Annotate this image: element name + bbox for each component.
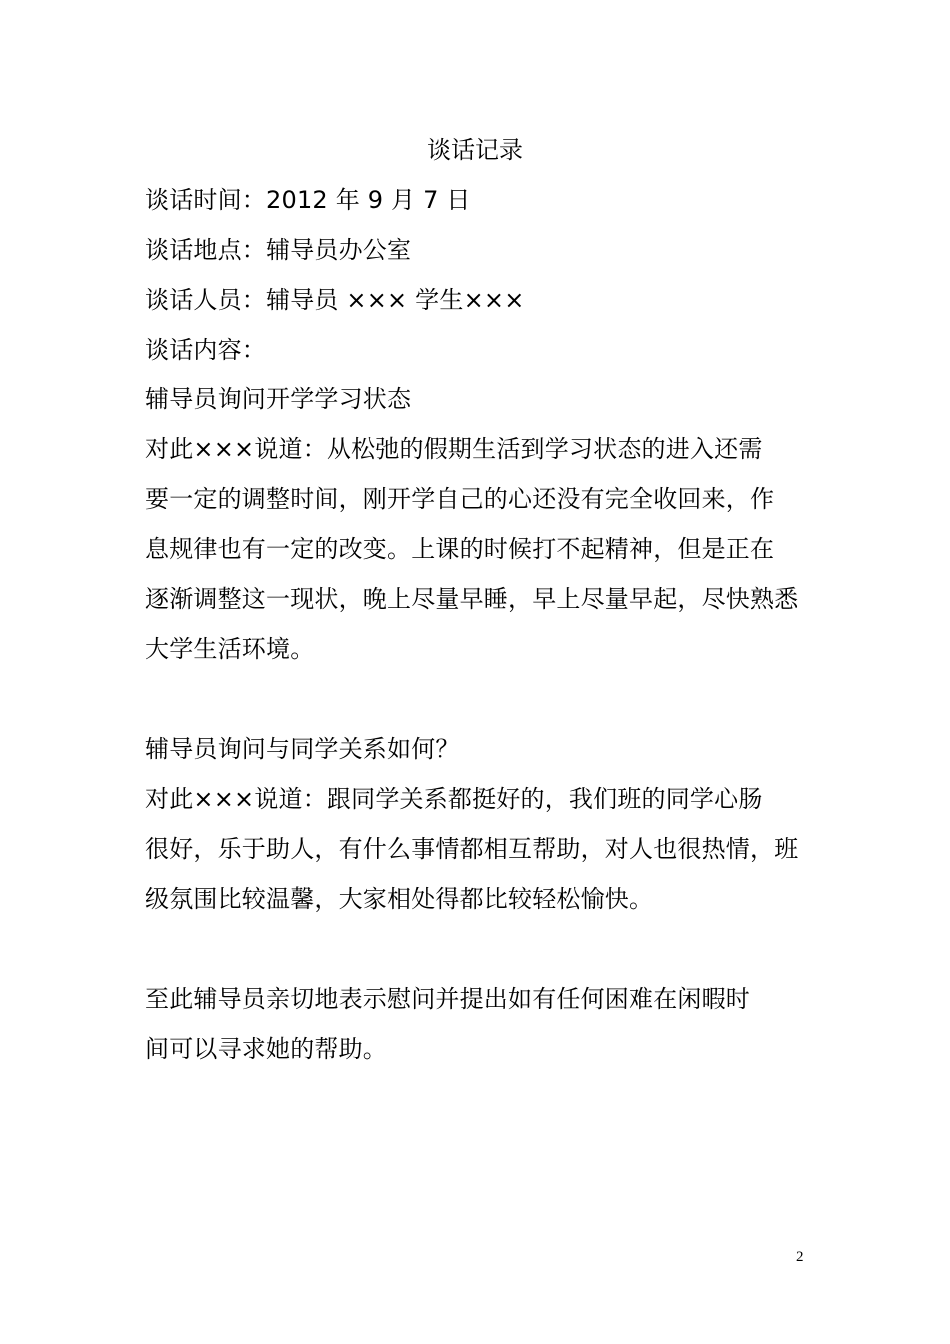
answer-1-line: 要一定的调整时间，刚开学自己的心还没有完全收回来，作 (145, 485, 775, 513)
answer-1-line: 逐渐调整这一现状，晚上尽量早睡，早上尽量早起，尽快熟悉 (145, 585, 799, 613)
document-title: 谈话记录 (427, 136, 523, 164)
answer-2-line: 对此×××说道：跟同学关系都挺好的，我们班的同学心肠 (145, 785, 763, 813)
answer-1-line: 对此×××说道：从松弛的假期生活到学习状态的进入还需 (145, 435, 763, 463)
talk-people: 谈话人员：辅导员 ××× 学生××× (145, 286, 525, 314)
answer-1-line: 大学生活环境。 (145, 635, 315, 663)
answer-1-line: 息规律也有一定的改变。上课的时候打不起精神，但是正在 (145, 535, 775, 563)
closing-line: 至此辅导员亲切地表示慰问并提出如有任何困难在闲暇时 (145, 985, 750, 1013)
question-1: 辅导员询问开学学习状态 (145, 385, 412, 413)
talk-place: 谈话地点：辅导员办公室 (145, 236, 412, 264)
talk-content-label: 谈话内容： (145, 336, 266, 364)
talk-time: 谈话时间：2012 年 9 月 7 日 (145, 186, 471, 214)
answer-2-line: 很好，乐于助人，有什么事情都相互帮助，对人也很热情，班 (145, 835, 799, 863)
question-2: 辅导员询问与同学关系如何？ (145, 735, 460, 763)
closing-line: 间可以寻求她的帮助。 (145, 1035, 387, 1063)
page-number: 2 (796, 1249, 804, 1265)
answer-2-line: 级氛围比较温馨，大家相处得都比较轻松愉快。 (145, 885, 654, 913)
